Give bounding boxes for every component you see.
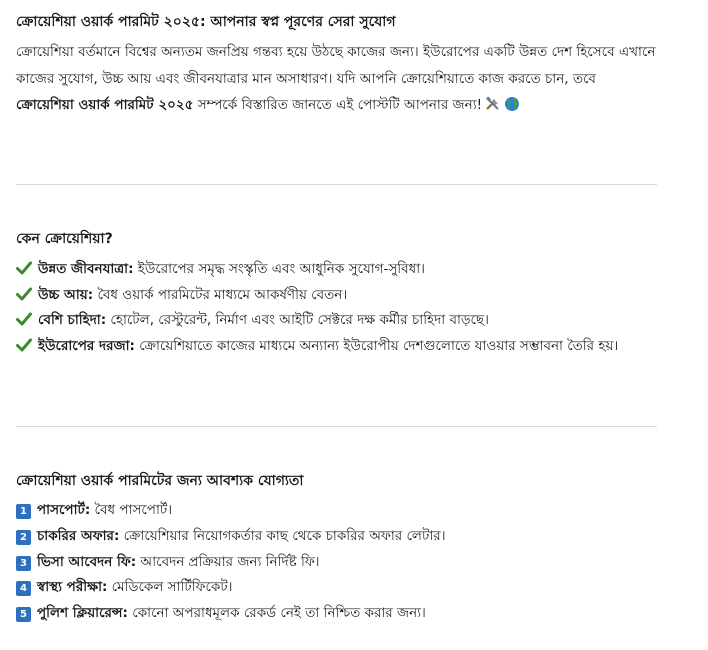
number-badge-icon: 3	[16, 556, 31, 571]
section-heading-why: কেন ক্রোয়েশিয়া?	[16, 231, 113, 247]
check-mark-icon	[16, 259, 32, 273]
article-title: ক্রোয়েশিয়া ওয়ার্ক পারমিট ২০২৫: আপনার স্বপ্ন পূরণের সেরা সুযোগ	[16, 14, 396, 30]
check-mark-icon	[16, 285, 32, 299]
list-item: 2 চাকরির অফার: ক্রোয়েশিয়ার নিয়োগকর্তার কাছ থেকে চাকরির অফার লেটার।	[16, 524, 656, 550]
list-item: 3 ভিসা আবেদন ফি: আবেদন প্রক্রিয়ার জন্য নির্দিষ্ট ফি।	[16, 550, 656, 576]
divider-1	[16, 184, 657, 185]
intro-paragraph	[16, 39, 656, 122]
number-badge-icon: 2	[16, 530, 31, 545]
list-item: 4 স্বাস্থ্য পরীক্ষা: মেডিকেল সার্টিফিকেট।	[16, 575, 656, 601]
number-badge-icon: 5	[16, 607, 31, 622]
tools-emoji-icon	[485, 95, 501, 122]
list-item: উচ্চ আয়: বৈধ ওয়ার্ক পারমিটের মাধ্যমে আকর্ষণীয় বেতন।	[16, 283, 656, 309]
why-list	[16, 257, 656, 359]
list-item: ইউরোপের দরজা: ক্রোয়েশিয়াতে কাজের মাধ্যমে অন্যান্য ইউরোপীয় দেশগুলোতে যাওয়ার সম্ভাবনা তৈরি হয়।	[16, 334, 656, 360]
list-item: বেশি চাহিদা: হোটেল, রেস্টুরেন্ট, নির্মাণ এবং আইটি সেক্টরে দক্ষ কর্মীর চাহিদা বাড়ছে।	[16, 308, 656, 334]
intro-text-after: সম্পর্কে বিস্তারিত জানতে এই পোস্টটি আপনার জন্য!	[193, 97, 483, 113]
globe-emoji-icon	[504, 95, 520, 122]
requirements-list	[16, 498, 656, 627]
list-item: 1 পাসপোর্ট: বৈধ পাসপোর্ট।	[16, 498, 656, 524]
divider-2	[16, 426, 657, 427]
list-item: উন্নত জীবনযাত্রা: ইউরোপের সমৃদ্ধ সংস্কৃতি এবং আধুনিক সুযোগ-সুবিধা।	[16, 257, 656, 283]
number-badge-icon: 4	[16, 581, 31, 596]
intro-text-bold: ক্রোয়েশিয়া ওয়ার্ক পারমিট ২০২৫	[16, 97, 194, 113]
list-item: 5 পুলিশ ক্লিয়ারেন্স: কোনো অপরাধমূলক রেকর্ড নেই তা নিশ্চিত করার জন্য।	[16, 601, 656, 627]
intro-text-before: ক্রোয়েশিয়া বর্তমানে বিশ্বের অন্যতম জনপ্রিয় গন্তব্য হয়ে উঠছে কাজের জন্য। ইউরোপের একটি উন্নত দেশ হিসেবে এখানে কাজের সুযোগ, উচ্চ আয় এবং জীবনযাত্রার মান অসাধারণ। যদি আপনি ক্রোয়েশিয়াতে কাজ করতে চান, তবে	[16, 44, 656, 87]
number-badge-icon: 1	[16, 504, 31, 519]
check-mark-icon	[16, 336, 32, 350]
section-heading-requirements: ক্রোয়েশিয়া ওয়ার্ক পারমিটের জন্য আবশ্যক যোগ্যতা	[16, 473, 304, 489]
check-mark-icon	[16, 310, 32, 324]
